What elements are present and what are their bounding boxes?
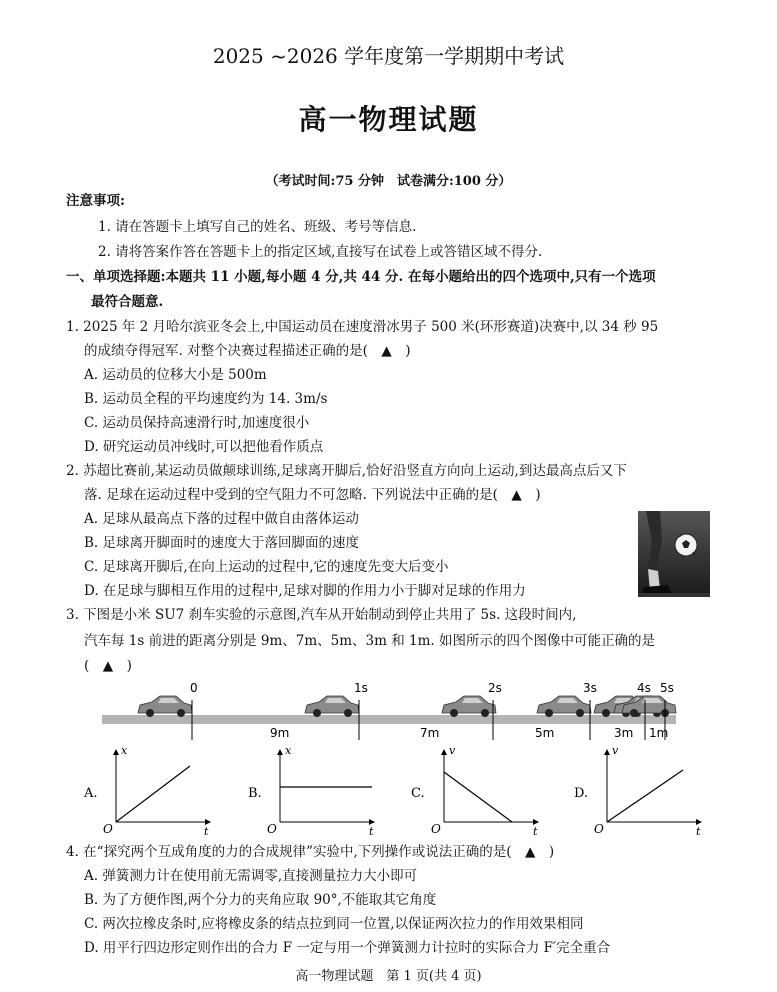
question-stem: 落. 足球在运动过程中受到的空气阻力不可忽略. 下列说法中正确的是( ▲ )	[84, 487, 541, 503]
graph-letter: D.	[574, 786, 589, 801]
option-c: C. 足球离开脚后,在向上运动的过程中,它的速度先变大后变小	[84, 559, 449, 575]
car	[305, 696, 359, 717]
time-label: 2s	[488, 681, 502, 695]
braking-road-diagram	[0, 672, 777, 747]
graph-b	[248, 744, 374, 838]
soccer-photo	[638, 511, 710, 597]
car	[138, 696, 192, 717]
time-label: 4s	[637, 681, 651, 695]
graph-letter: B.	[248, 786, 262, 801]
origin-label: O	[103, 822, 113, 836]
x-axis-label: t	[369, 825, 374, 838]
option-c: C. 运动员保持高速滑行时,加速度很小	[84, 415, 310, 431]
note-item: 1. 请在答题卡上填写自己的姓名、班级、考号等信息.	[98, 219, 417, 235]
y-axis-label: v	[612, 744, 619, 757]
exam-title: 2025 ~2026 学年度第一学期期中考试	[212, 44, 565, 68]
graph-options	[0, 742, 777, 842]
time-label: 3s	[583, 681, 597, 695]
time-label: 0	[190, 681, 198, 695]
notes-heading: 注意事项:	[66, 193, 125, 209]
section-heading-cont: 最符合题意.	[91, 294, 164, 310]
subject-title: 高一物理试题	[298, 103, 479, 136]
option-b: B. 足球离开脚面时的速度大于落回脚面的速度	[84, 535, 360, 551]
x-axis-label: t	[204, 825, 209, 838]
distance-label: 1m	[649, 726, 669, 740]
option-b: B. 运动员全程的平均速度约为 14. 3m/s	[84, 391, 328, 407]
graph-letter: C.	[411, 786, 425, 801]
option-a: A. 弹簧测力计在使用前无需调零,直接测量拉力大小即可	[84, 868, 418, 884]
x-axis-label: t	[533, 825, 538, 838]
distance-label: 9m	[270, 726, 290, 740]
origin-label: O	[594, 822, 604, 836]
graph-line	[444, 772, 512, 822]
option-b: B. 为了方便作图,两个分力的夹角应取 90°,不能取其它角度	[84, 892, 437, 908]
car	[442, 696, 496, 717]
graph-line	[116, 766, 190, 822]
option-d: D. 用平行四边形定则作出的合力 F 一定与用一个弹簧测力计拉时的实际合力 F′完全重合	[84, 940, 611, 956]
origin-label: O	[431, 822, 441, 836]
question-stem: 汽车每 1s 前进的距离分别是 9m、7m、5m、3m 和 1m. 如图所示的四个图像中可能正确的是	[84, 633, 656, 649]
graph-a	[83, 744, 210, 838]
y-axis-label: x	[285, 744, 292, 757]
time-label: 1s	[354, 681, 368, 695]
origin-label: O	[267, 822, 277, 836]
option-c: C. 两次拉橡皮条时,应将橡皮条的结点拉到同一位置,以保证两次拉力的作用效果相同	[84, 916, 584, 932]
question-stem: 2. 苏超比赛前,某运动员做颠球训练,足球离开脚后,恰好沿竖直方向向上运动,到达最高点后又下	[66, 463, 627, 479]
graph-line	[607, 770, 683, 822]
graph-letter: A.	[84, 786, 98, 801]
time-label: 5s	[660, 681, 674, 695]
graph-d	[574, 744, 701, 838]
distance-label: 3m	[614, 726, 634, 740]
car	[537, 696, 591, 717]
x-axis-label: t	[696, 825, 701, 838]
option-a: A. 足球从最高点下落的过程中做自由落体运动	[84, 511, 359, 527]
page-footer: 高一物理试题 第 1 页(共 4 页)	[295, 969, 482, 984]
distance-label: 5m	[535, 726, 555, 740]
section-heading: 一、单项选择题:本题共 11 小题,每小题 4 分,共 44 分. 在每小题给出的四个选项中,只有一个选项	[66, 269, 656, 285]
option-d: D. 研究运动员冲线时,可以把他看作质点	[84, 439, 324, 455]
question-stem: 3. 下图是小米 SU7 刹车实验的示意图,汽车从开始制动到停止共用了 5s. 这段时间内,	[66, 607, 577, 623]
question-stem: 的成绩夺得冠军. 对整个决赛过程描述正确的是( ▲ )	[84, 343, 411, 359]
question-stem: ( ▲ )	[84, 658, 132, 674]
distance-label: 7m	[420, 726, 440, 740]
graph-c	[411, 744, 538, 838]
exam-info: （考试时间:75 分钟 试卷满分:100 分）	[265, 174, 512, 189]
note-item: 2. 请将答案作答在答题卡上的指定区域,直接写在试卷上或答错区域不得分.	[98, 244, 543, 260]
option-a: A. 运动员的位移大小是 500m	[84, 367, 267, 383]
question-stem: 1. 2025 年 2 月哈尔滨亚冬会上,中国运动员在速度滑冰男子 500 米(环形赛道)决赛中,以 34 秒 95	[66, 319, 659, 335]
question-stem: 4. 在“探究两个互成角度的力的合成规律”实验中,下列操作或说法正确的是( ▲ )	[66, 844, 555, 860]
y-axis-label: v	[449, 744, 456, 757]
option-d: D. 在足球与脚相互作用的过程中,足球对脚的作用力小于脚对足球的作用力	[84, 583, 526, 599]
y-axis-label: x	[121, 744, 128, 757]
